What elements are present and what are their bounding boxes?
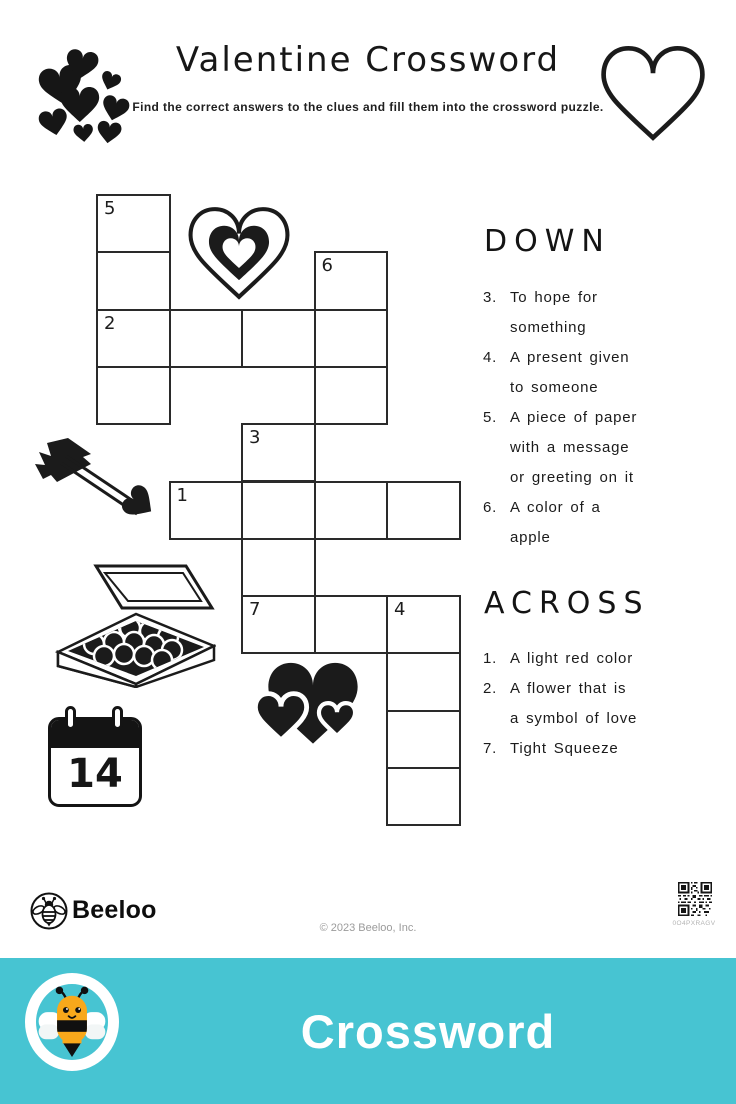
down-clue-list	[483, 283, 703, 553]
crossword-cell[interactable]	[241, 595, 316, 654]
three-hearts-icon	[252, 660, 372, 754]
cell-number: 7	[249, 599, 261, 621]
cell-number: 1	[176, 484, 188, 506]
qr-code-label: 0O4PXRAGV	[672, 920, 716, 927]
crossword-cell[interactable]	[96, 194, 171, 253]
calendar-ring-icon	[65, 706, 76, 730]
clue-number: 7.	[483, 740, 498, 757]
clue-text: To hope for something	[510, 289, 598, 336]
crossword-cell[interactable]	[96, 251, 171, 310]
clue-text: A flower that is a symbol of love	[510, 680, 638, 727]
clue-number: 1.	[483, 650, 498, 667]
page-subtitle: Find the correct answers to the clues and fill them into the crossword puzzle.	[132, 100, 604, 114]
calendar-icon	[48, 706, 144, 818]
clue-text: A piece of paper with a message or greeting on it	[510, 409, 638, 486]
clue-item	[483, 343, 703, 403]
calendar-ring-icon	[112, 706, 123, 730]
crossword-cell[interactable]	[314, 309, 389, 368]
crossword-cell[interactable]	[386, 767, 461, 826]
qr-code	[678, 882, 712, 916]
clue-item	[483, 734, 703, 764]
crossword-cell[interactable]	[96, 366, 171, 425]
clue-item	[483, 403, 703, 493]
clue-text: A present given to someone	[510, 349, 630, 396]
crossword-cell[interactable]	[386, 652, 461, 711]
across-heading: ACROSS	[484, 586, 650, 621]
cell-number: 5	[104, 198, 116, 219]
footer-banner	[0, 958, 736, 1104]
crossword-cell[interactable]	[314, 366, 389, 425]
chocolate-box-icon	[48, 560, 216, 688]
crossword-cell[interactable]	[241, 423, 316, 482]
clue-item	[483, 283, 703, 343]
clue-number: 3.	[483, 289, 498, 306]
crossword-cell[interactable]	[386, 595, 461, 654]
concentric-hearts-icon	[188, 205, 290, 304]
page-title: Valentine Crossword	[175, 40, 561, 80]
cell-number: 6	[321, 255, 333, 277]
clue-item	[483, 674, 703, 734]
across-clue-list	[483, 644, 703, 764]
crossword-cell[interactable]	[169, 309, 244, 368]
cell-number: 3	[249, 427, 261, 449]
crossword-cell[interactable]	[241, 538, 316, 597]
clue-number: 4.	[483, 349, 498, 366]
brand-wordmark: Beeloo	[72, 896, 157, 924]
calendar-day: 14	[67, 751, 123, 797]
clue-number: 2.	[483, 680, 498, 697]
copyright-text: © 2023 Beeloo, Inc.	[319, 922, 417, 934]
clue-text: A color of a apple	[510, 499, 601, 546]
clue-number: 6.	[483, 499, 498, 516]
clue-text: Tight Squeeze	[510, 740, 619, 757]
crossword-cell[interactable]	[386, 710, 461, 769]
crossword-cell[interactable]	[314, 251, 389, 310]
cupid-arrow-icon	[35, 438, 157, 528]
cell-number: 2	[104, 312, 116, 334]
clue-item	[483, 493, 703, 553]
crossword-cell[interactable]	[386, 481, 461, 540]
crossword-cell[interactable]	[96, 309, 171, 368]
crossword-cell[interactable]	[241, 481, 316, 540]
crossword-cell[interactable]	[169, 481, 244, 540]
clue-item	[483, 644, 703, 674]
crossword-cell[interactable]	[314, 481, 389, 540]
crossword-cell[interactable]	[314, 595, 389, 654]
calendar-body	[48, 717, 142, 807]
bee-mascot-icon	[38, 984, 106, 1064]
cell-number: 4	[394, 599, 406, 621]
banner-title: Crossword	[300, 1004, 556, 1058]
down-heading: DOWN	[484, 224, 611, 259]
crossword-cell[interactable]	[241, 309, 316, 368]
clue-number: 5.	[483, 409, 498, 426]
clue-text: A light red color	[510, 650, 633, 667]
